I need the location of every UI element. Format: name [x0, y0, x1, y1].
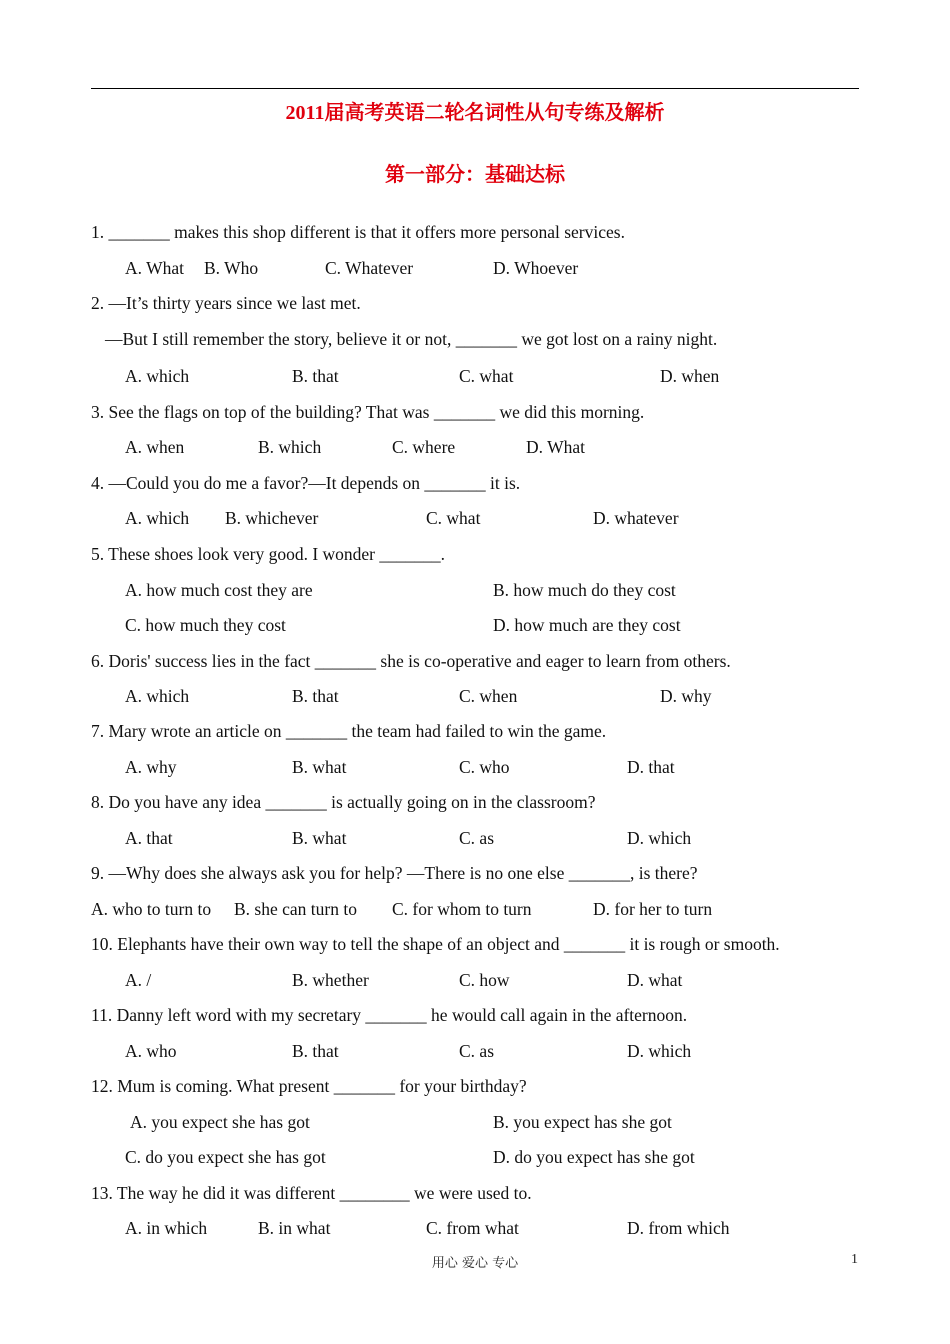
- option: B. that: [292, 1041, 339, 1061]
- option: C. where: [392, 437, 456, 457]
- option: B. which: [258, 437, 322, 457]
- option: B. in what: [258, 1218, 331, 1238]
- option: D. why: [660, 686, 712, 706]
- option: B. Who: [204, 258, 259, 278]
- question-13-stem: 13. The way he did it was different ________ we were used to.: [91, 1183, 532, 1203]
- option: C. what: [459, 366, 514, 386]
- question-12-stem: 12. Mum is coming. What present _______ for your birthday?: [91, 1076, 527, 1096]
- option: A. which: [125, 686, 190, 706]
- option: D. whatever: [593, 508, 679, 528]
- option: C. Whatever: [325, 258, 414, 278]
- option: B. that: [292, 366, 339, 386]
- option: C. how: [459, 970, 510, 990]
- option: C. who: [459, 757, 510, 777]
- option: A. which: [125, 508, 190, 528]
- option: B. whichever: [225, 508, 319, 528]
- option: D. for her to turn: [593, 899, 713, 919]
- option: D. how much are they cost: [493, 615, 681, 635]
- question-10-stem: 10. Elephants have their own way to tell the shape of an object and _______ it is rough or smooth.: [91, 934, 780, 954]
- option: D. what: [627, 970, 683, 990]
- option: D. when: [660, 366, 720, 386]
- option: B. that: [292, 686, 339, 706]
- option: A. when: [125, 437, 185, 457]
- option: A. in which: [125, 1218, 208, 1238]
- page-number: 1: [851, 1252, 858, 1267]
- question-8-stem: 8. Do you have any idea _______ is actually going on in the classroom?: [91, 792, 596, 812]
- footer-text: 用心 爱心 专心: [431, 1256, 519, 1271]
- section-title: 第一部分：基础达标: [385, 164, 565, 186]
- option: C. what: [426, 508, 481, 528]
- option: C. for whom to turn: [392, 899, 532, 919]
- option: A. that: [125, 828, 173, 848]
- question-2-stem: 2. —It’s thirty years since we last met.: [91, 293, 361, 313]
- question-9-stem: 9. —Why does she always ask you for help? —There is no one else _______, is there?: [91, 863, 698, 883]
- question-3-stem: 3. See the flags on top of the building? That was _______ we did this morning.: [91, 402, 645, 422]
- option: C. from what: [426, 1218, 519, 1238]
- option: A. how much cost they are: [125, 580, 313, 600]
- option: B. you expect has she got: [493, 1112, 672, 1132]
- question-2-stem-2: —But I still remember the story, believe it or not, _______ we got lost on a rainy night.: [105, 329, 718, 349]
- question-7-stem: 7. Mary wrote an article on _______ the team had failed to win the game.: [91, 721, 607, 741]
- question-4-stem: 4. —Could you do me a favor?—It depends on _______ it is.: [91, 473, 521, 493]
- option: D. Whoever: [493, 258, 579, 278]
- option: A. What: [125, 258, 184, 278]
- option: C. how much they cost: [125, 615, 286, 635]
- option: A. who to turn to: [91, 899, 212, 919]
- option: C. as: [459, 828, 494, 848]
- option: A. you expect she has got: [130, 1112, 310, 1132]
- option: A. /: [125, 970, 152, 990]
- question-1-stem: 1. _______ makes this shop different is that it offers more personal services.: [91, 222, 625, 242]
- option: B. she can turn to: [234, 899, 357, 919]
- page-title: 2011届高考英语二轮名词性从句专练及解析: [285, 102, 665, 124]
- option: C. do you expect she has got: [125, 1147, 326, 1167]
- option: B. what: [292, 757, 347, 777]
- question-5-stem: 5. These shoes look very good. I wonder _______.: [91, 544, 445, 564]
- option: C. as: [459, 1041, 494, 1061]
- option: B. whether: [292, 970, 369, 990]
- option: D. which: [627, 1041, 692, 1061]
- option: B. what: [292, 828, 347, 848]
- header-rule: [91, 88, 859, 89]
- option: B. how much do they cost: [493, 580, 676, 600]
- option: D. from which: [627, 1218, 730, 1238]
- option: D. which: [627, 828, 692, 848]
- option: A. why: [125, 757, 177, 777]
- option: A. which: [125, 366, 190, 386]
- option: D. What: [526, 437, 585, 457]
- question-11-stem: 11. Danny left word with my secretary _______ he would call again in the afternoon.: [91, 1005, 688, 1025]
- option: D. do you expect has she got: [493, 1147, 695, 1167]
- option: C. when: [459, 686, 518, 706]
- option: A. who: [125, 1041, 177, 1061]
- question-6-stem: 6. Doris' success lies in the fact _______ she is co-operative and eager to learn from others.: [91, 651, 731, 671]
- option: D. that: [627, 757, 675, 777]
